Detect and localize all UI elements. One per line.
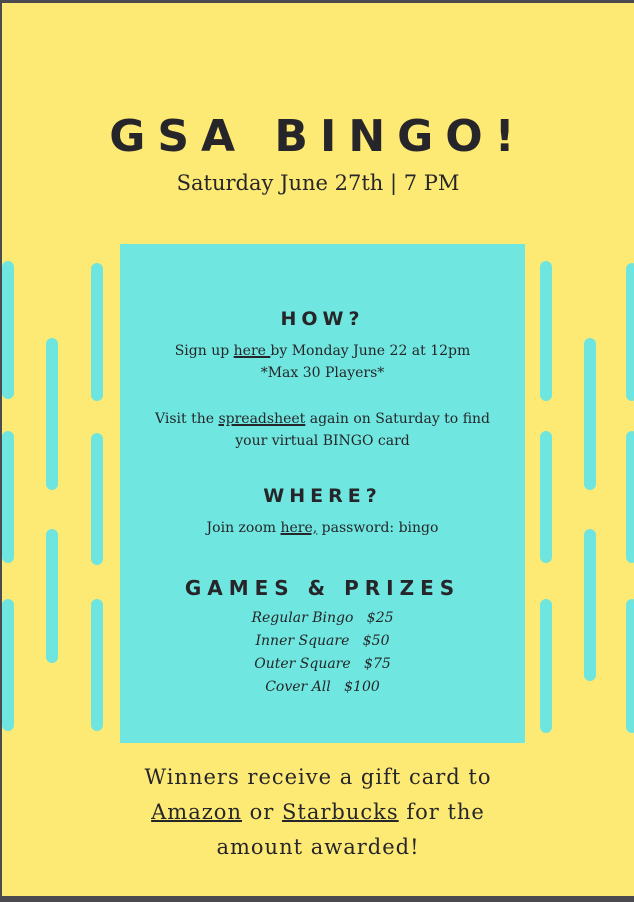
- decorative-dash: [46, 338, 58, 490]
- game-name: Inner Square: [255, 633, 350, 649]
- text: Winners receive a gift card to: [144, 765, 492, 789]
- decorative-dash: [626, 431, 634, 563]
- prize-amount: $25: [366, 610, 394, 626]
- max-players-note: *Max 30 Players*: [260, 365, 385, 381]
- text: for the: [398, 800, 485, 824]
- starbucks-link[interactable]: Starbucks: [282, 800, 399, 824]
- text: amount awarded!: [216, 835, 420, 859]
- text: by Monday June 22 at 12pm: [270, 343, 471, 359]
- decorative-dash: [91, 599, 103, 731]
- decorative-dash: [540, 261, 552, 401]
- prize-item: [120, 676, 525, 699]
- decorative-dash: [2, 599, 14, 731]
- how-heading: HOW?: [280, 308, 365, 330]
- text: password: bingo: [317, 520, 439, 536]
- games-heading: GAMES & PRIZES: [184, 576, 461, 600]
- prize-amount: $50: [362, 633, 390, 649]
- decorative-dash: [540, 599, 552, 733]
- zoom-link[interactable]: here,: [280, 520, 318, 536]
- decorative-dash: [626, 263, 634, 401]
- info-panel: [120, 244, 525, 743]
- flyer-page: [2, 3, 634, 896]
- decorative-dash: [584, 338, 596, 490]
- zoom-text: [120, 517, 525, 539]
- signup-link[interactable]: here: [233, 343, 271, 359]
- game-name: Regular Bingo: [251, 610, 354, 626]
- text: Join zoom: [206, 520, 281, 536]
- where-heading: WHERE?: [263, 485, 382, 507]
- spreadsheet-text: [120, 408, 525, 452]
- page-title: GSA BINGO!: [109, 111, 527, 162]
- decorative-dash: [91, 263, 103, 401]
- prize-amount: $75: [364, 656, 391, 672]
- text: again on Saturday to find: [305, 411, 491, 427]
- signup-text: [120, 340, 525, 384]
- text: your virtual BINGO card: [235, 433, 410, 449]
- text: Sign up: [174, 343, 234, 359]
- text: Visit the: [154, 411, 219, 427]
- spreadsheet-link[interactable]: spreadsheet: [218, 411, 306, 427]
- decorative-dash: [2, 261, 14, 399]
- decorative-dash: [91, 433, 103, 565]
- decorative-dash: [584, 529, 596, 681]
- game-name: Outer Square: [254, 656, 351, 672]
- decorative-dash: [540, 431, 552, 563]
- prize-item: [120, 653, 525, 676]
- decorative-dash: [2, 431, 14, 563]
- prize-amount: $100: [344, 679, 380, 695]
- amazon-link[interactable]: Amazon: [151, 800, 242, 824]
- text: or: [241, 800, 283, 824]
- prize-item: [120, 607, 525, 630]
- prize-list: [120, 607, 525, 699]
- decorative-dash: [46, 529, 58, 663]
- event-date: Saturday June 27th | 7 PM: [176, 171, 460, 195]
- decorative-dash: [626, 599, 634, 733]
- footer-text: [2, 760, 634, 865]
- prize-item: [120, 630, 525, 653]
- game-name: Cover All: [265, 679, 331, 695]
